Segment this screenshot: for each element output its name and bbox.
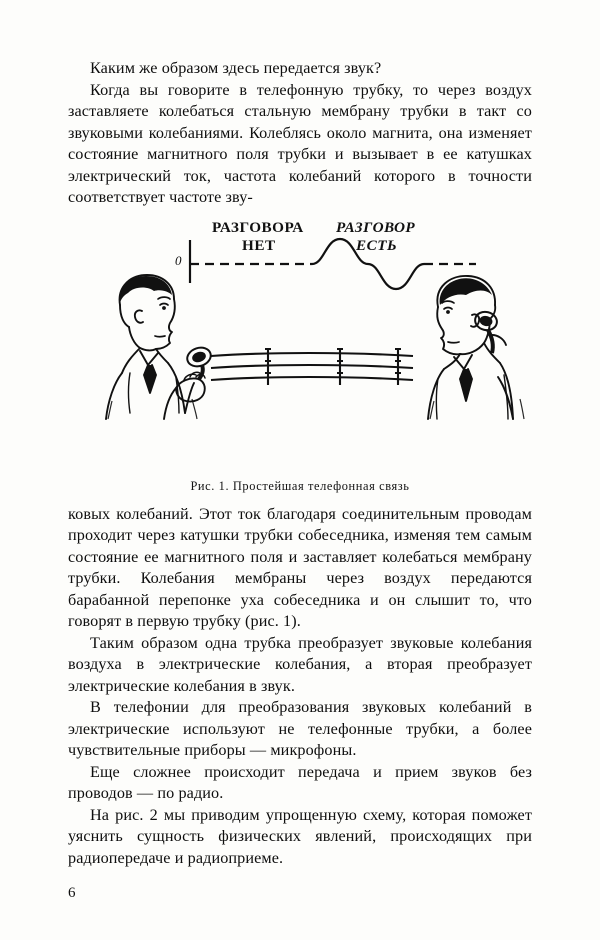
figure-caption: Рис. 1. Простейшая телефонная связь bbox=[190, 478, 410, 493]
label-conversation-line2: ЕСТЬ bbox=[356, 236, 398, 254]
paragraph: На рис. 2 мы приводим упрощенную схему, которая поможет уяснить сущность физических явлений, происходящих при радиопередаче и радиоприеме. bbox=[68, 805, 532, 867]
label-conversation-line1: РАЗГОВОР bbox=[336, 218, 416, 236]
page-number: 6 bbox=[68, 885, 76, 901]
bottom-text-block bbox=[68, 504, 532, 870]
page-content bbox=[68, 58, 532, 869]
axis-zero-label: 0 bbox=[175, 252, 182, 268]
paragraph: Еще сложнее происходит передача и прием звуков без проводов — по радио. bbox=[68, 762, 532, 802]
figure-telephone-link bbox=[68, 218, 532, 493]
paragraph: Когда вы говорите в телефонную трубку, то через воздух заставляете колебаться стальную мембрану трубки в такт со звуковыми колебаниями. Колеблясь около магнита, она изменяет состояние магнитного поля трубки и вызывает в ее катушках электрический ток, частота колебаний которого в точности соответствует частоте зву- bbox=[68, 80, 532, 206]
paragraph: В телефонии для преобразования звуковых колебаний в электрические используют не телефонные трубки, а более чувствительные приборы — микрофоны. bbox=[68, 698, 532, 759]
label-no-conversation-line2: НЕТ bbox=[242, 236, 276, 254]
paragraph: Таким образом одна трубка преобразует звуковые колебания воздуха в электрические колебания, а вторая преобразует электрические колебания в звук. bbox=[68, 633, 532, 695]
paragraph: Каким же образом здесь передается звук? bbox=[90, 59, 382, 77]
label-no-conversation-line1: РАЗГОВОРА bbox=[212, 218, 304, 236]
top-text-block bbox=[68, 58, 532, 209]
paragraph: ковых колебаний. Этот ток благодаря соединительным проводам проходит через катушки трубки собеседника, изменяя тем самым состояние ее магнитного поля и заставляет колебаться мембрану трубки. Колебания мембраны через воздух передаются барабанной перепонке уха собеседника и он слышит то, что говорят в первую трубку (рис. 1). bbox=[68, 504, 532, 630]
figure-illustration bbox=[68, 223, 532, 475]
